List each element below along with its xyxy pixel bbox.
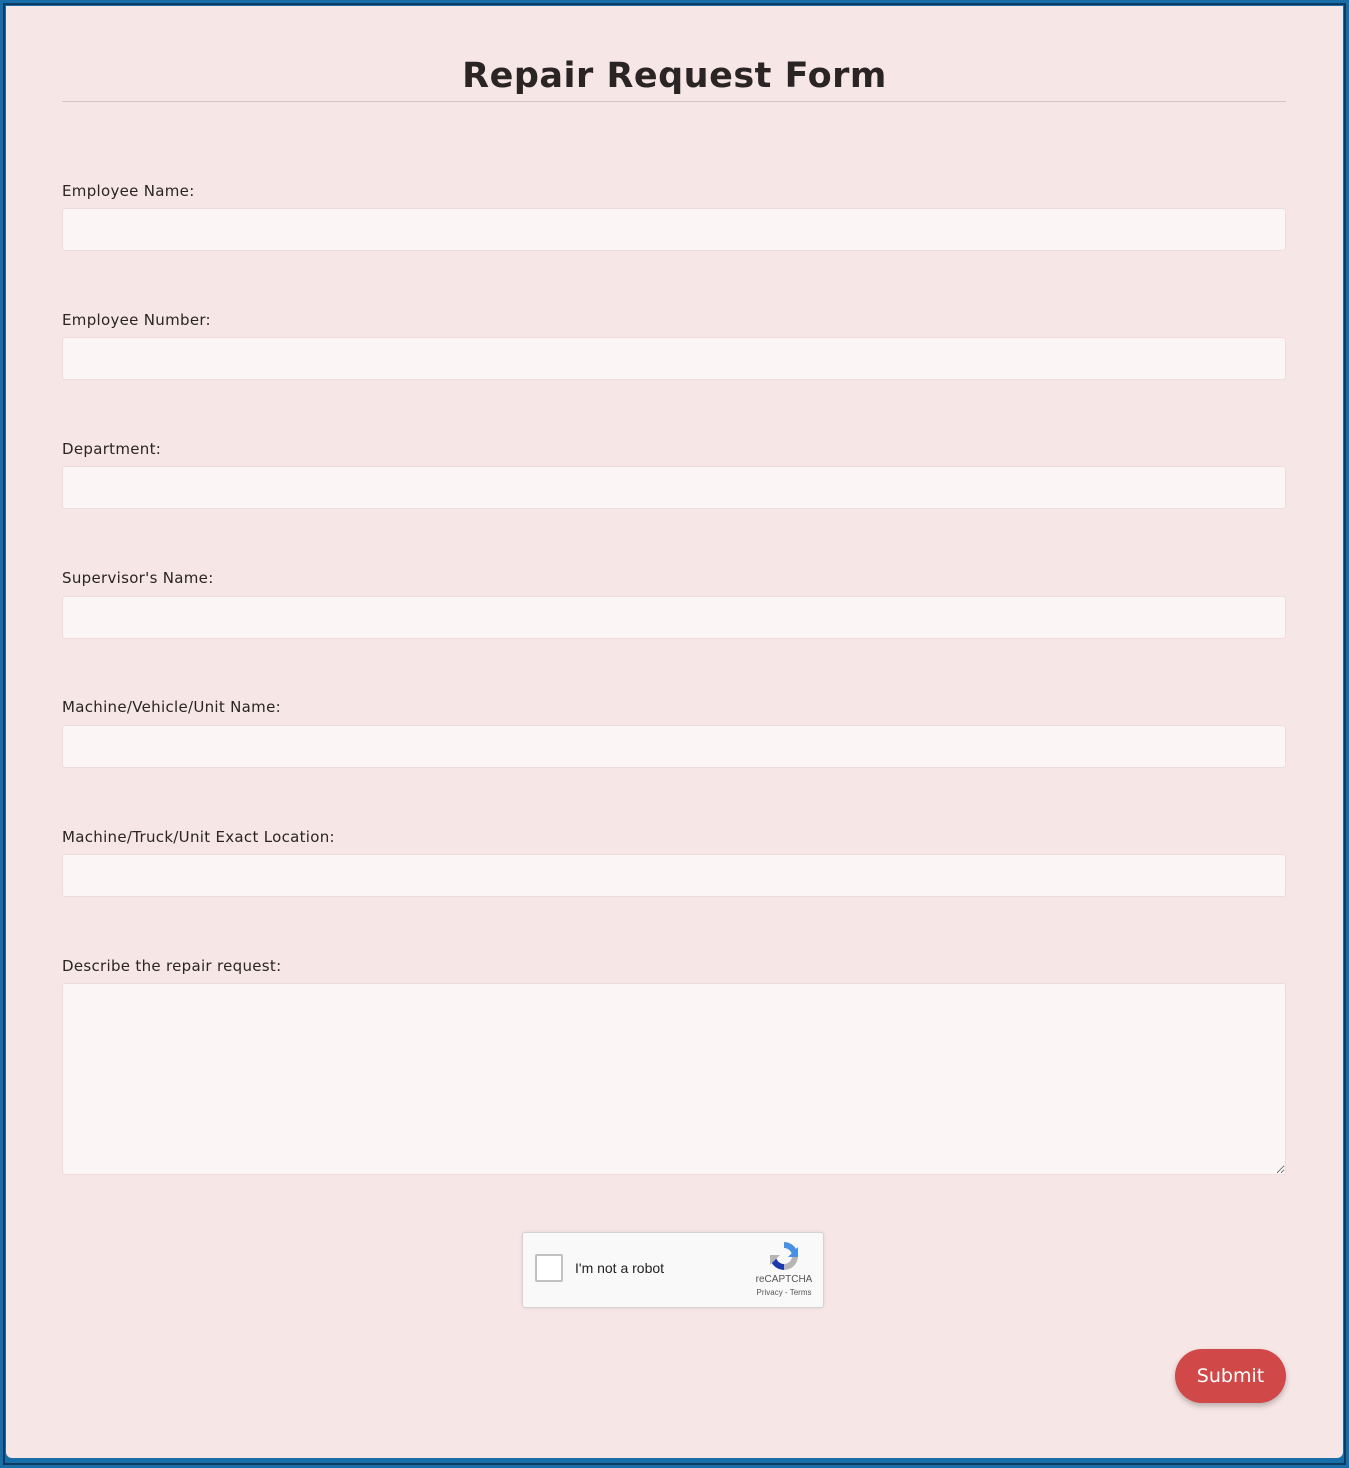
recaptcha-brand: reCAPTCHA (755, 1274, 813, 1285)
supervisor-name-input[interactable] (62, 596, 1286, 639)
submit-button[interactable]: Submit (1175, 1349, 1286, 1403)
machine-name-input[interactable] (62, 725, 1286, 768)
employee-name-label: Employee Name: (62, 182, 195, 200)
recaptcha-links (749, 1288, 819, 1297)
repair-description-label: Describe the repair request: (62, 957, 282, 975)
employee-number-label: Employee Number: (62, 311, 211, 329)
machine-location-input[interactable] (62, 854, 1286, 897)
recaptcha-logo-icon (767, 1239, 801, 1273)
supervisor-name-label: Supervisor's Name: (62, 569, 214, 587)
link-separator: - (784, 1288, 788, 1297)
form-page (6, 6, 1343, 1458)
repair-description-textarea[interactable] (62, 983, 1286, 1175)
recaptcha-label: I'm not a robot (575, 1260, 665, 1276)
page-title: Repair Request Form (462, 56, 887, 96)
recaptcha-widget (522, 1232, 824, 1308)
machine-name-label: Machine/Vehicle/Unit Name: (62, 698, 281, 716)
employee-number-input[interactable] (62, 337, 1286, 380)
employee-name-input[interactable] (62, 208, 1286, 251)
machine-location-label: Machine/Truck/Unit Exact Location: (62, 828, 335, 846)
privacy-link[interactable]: Privacy (756, 1288, 783, 1297)
recaptcha-checkbox[interactable] (535, 1254, 563, 1282)
terms-link[interactable]: Terms (789, 1288, 812, 1297)
department-input[interactable] (62, 466, 1286, 509)
department-label: Department: (62, 440, 162, 458)
title-divider (62, 101, 1286, 102)
